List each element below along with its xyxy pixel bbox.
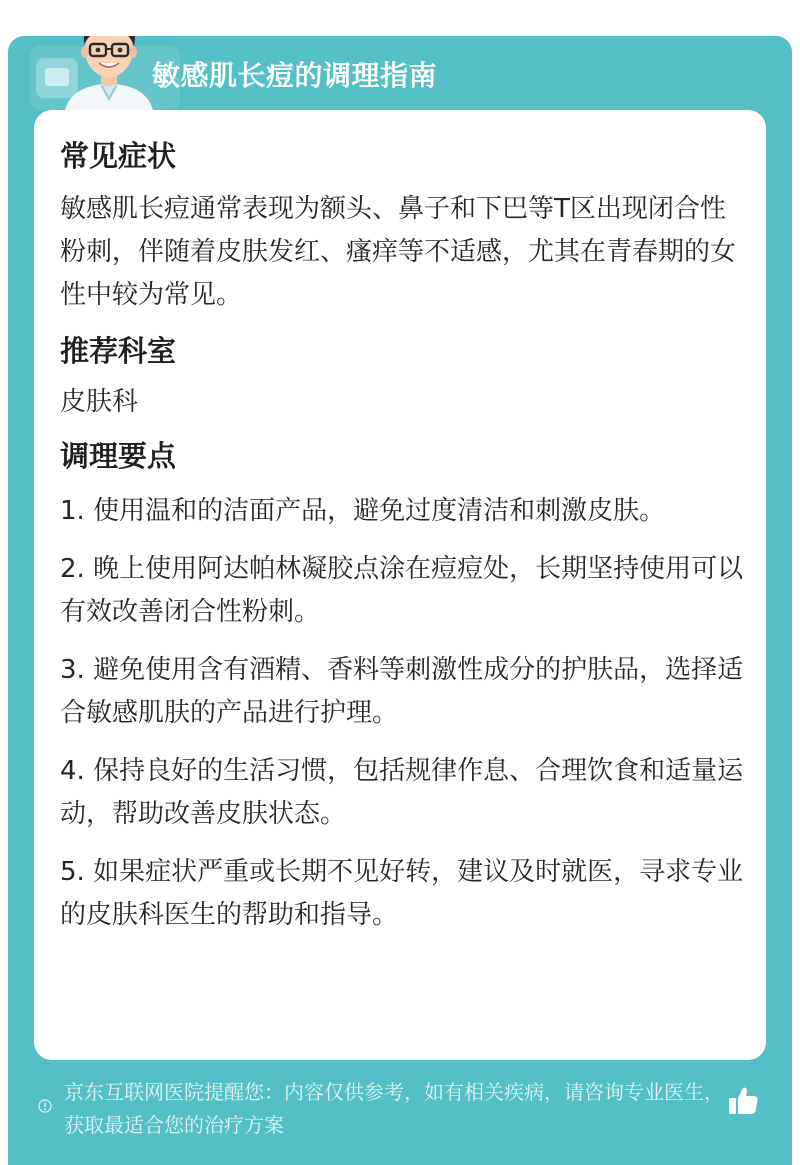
symptoms-text: 敏感肌长痘通常表现为额头、鼻子和下巴等T区出现闭合性粉刺，伴随着皮肤发红、瘙痒等不适感，尤其在青春期的女性中较为常见。 [60,194,737,310]
tip-item: 5. 如果症状严重或长期不见好转，建议及时就医，寻求专业的皮肤科医生的帮助和指导。 [60,857,744,930]
disclaimer-text: 京东互联网医院提醒您：内容仅供参考，如有相关疾病，请咨询专业医生，获取最适合您的治疗方案 [64,1080,724,1137]
doctor-avatar [54,36,164,116]
symptoms-title: 常见症状 [60,139,177,173]
tip-item: 1. 使用温和的洁面产品，避免过度清洁和刺激皮肤。 [60,496,666,526]
department-title: 推荐科室 [60,334,177,368]
thumbs-up-icon[interactable] [726,1084,760,1118]
guide-container [8,36,792,1165]
tip-item: 2. 晚上使用阿达帕林凝胶点涂在痘痘处，长期坚持使用可以有效改善闭合性粉刺。 [60,554,744,627]
content-card [34,110,766,1060]
tip-item: 4. 保持良好的生活习惯，包括规律作息、合理饮食和适量运动，帮助改善皮肤状态。 [60,756,744,829]
department-text: 皮肤科 [60,387,139,417]
tip-item: 3. 避免使用含有酒精、香料等刺激性成分的护肤品，选择适合敏感肌肤的产品进行护理。 [60,655,744,728]
page-title: 敏感肌长痘的调理指南 [152,59,438,92]
info-icon [38,1099,52,1113]
tips-title: 调理要点 [60,439,177,473]
